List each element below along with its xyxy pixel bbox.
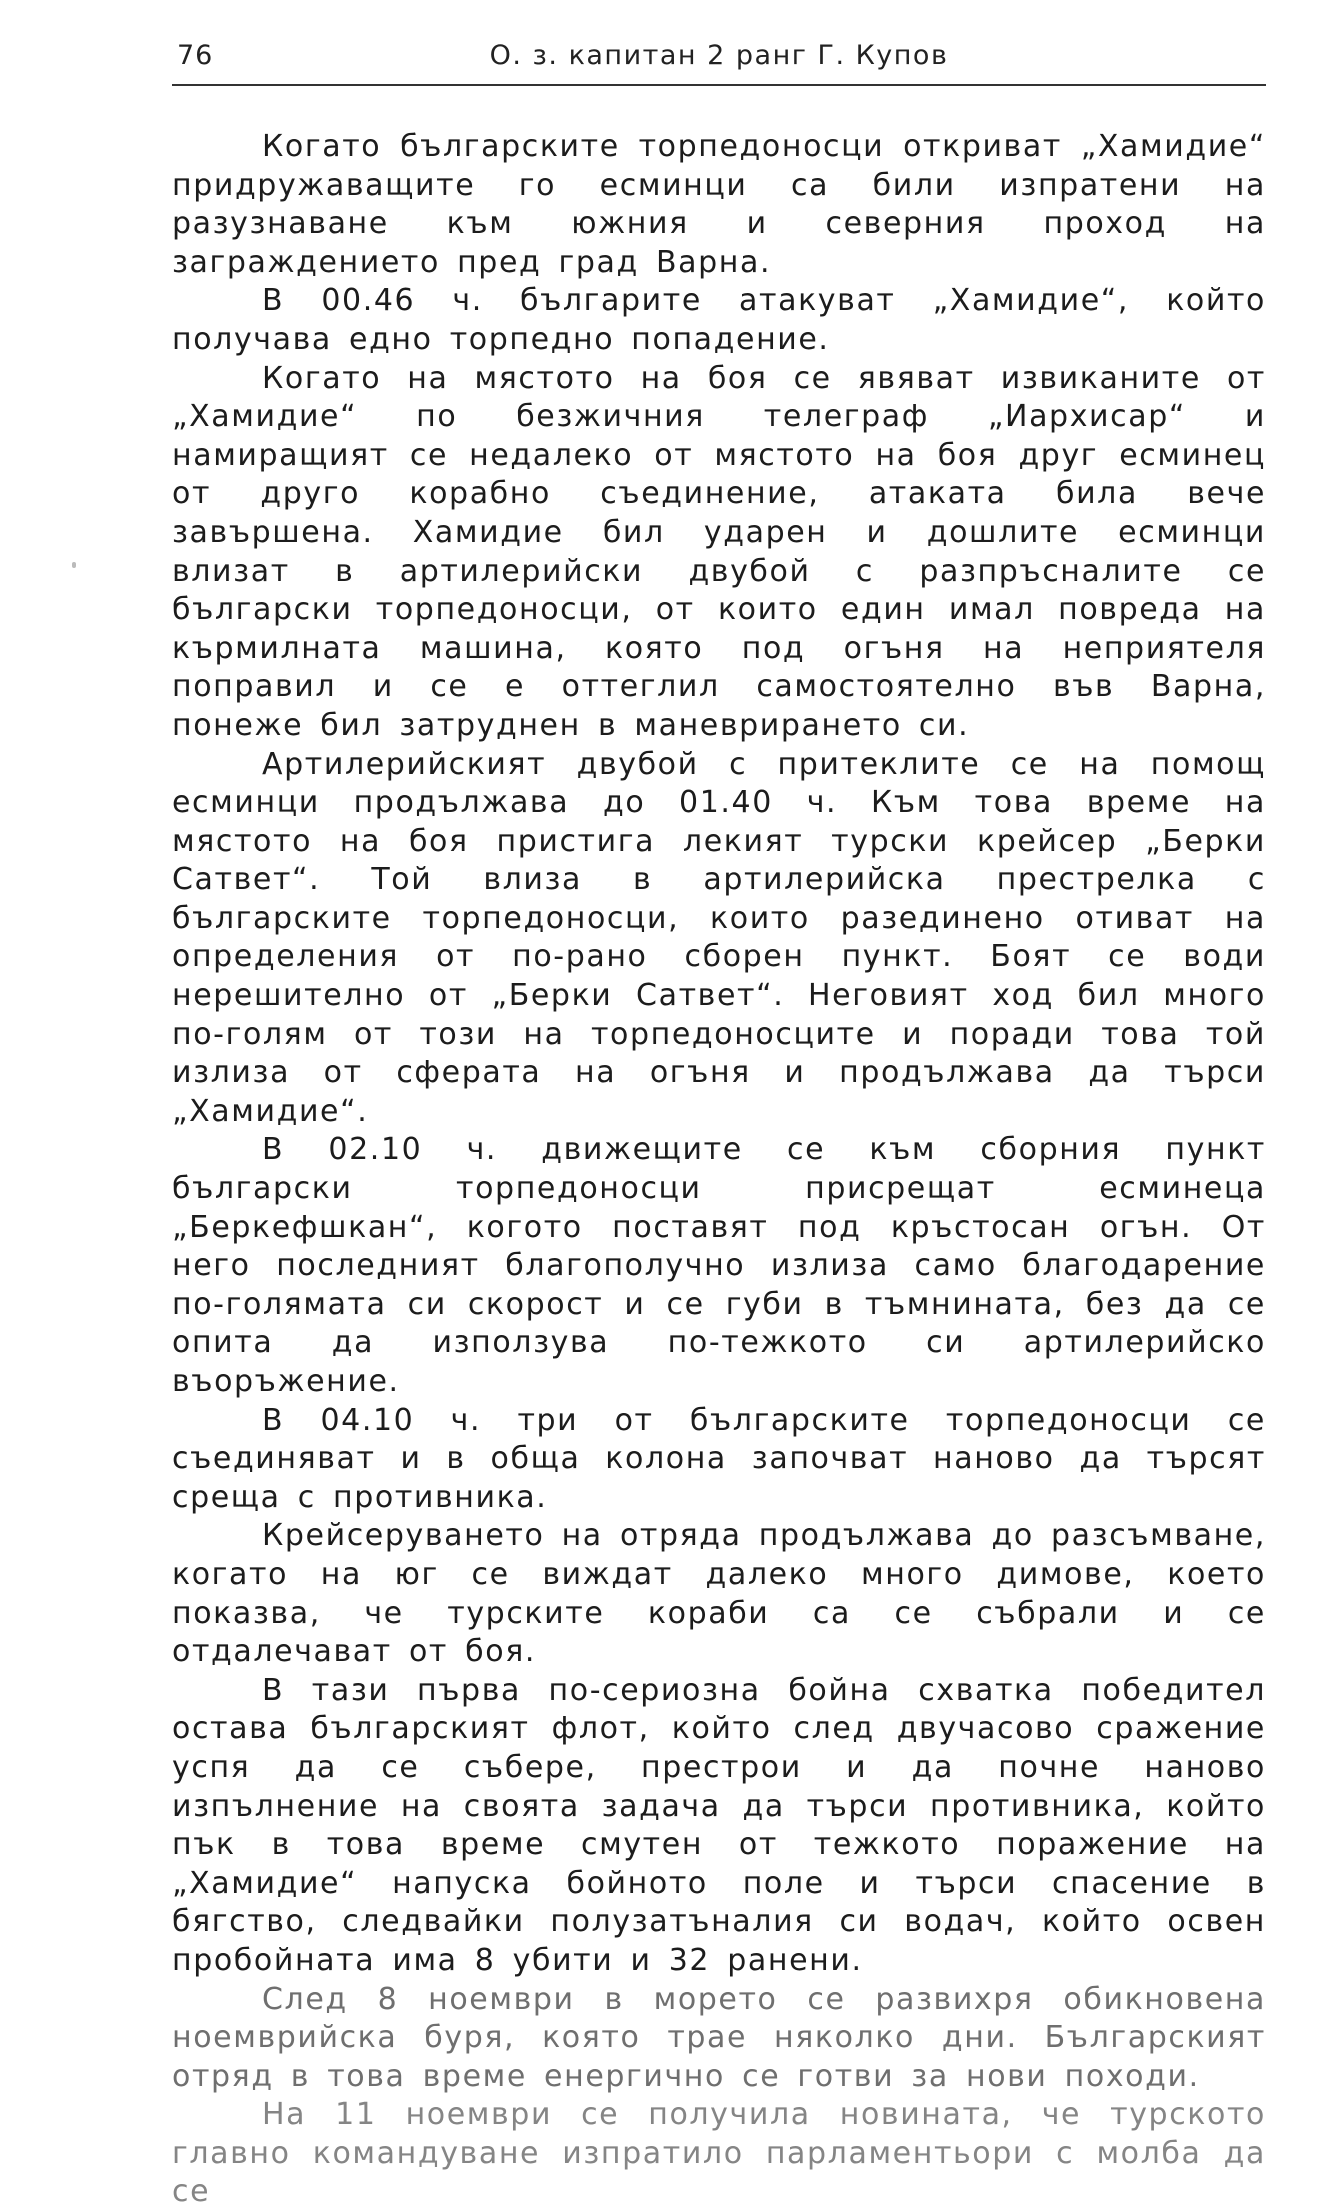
paragraph: В 02.10 ч. движещите се към сборния пункт български торпедоносци присрещат есминеца „Беркефшкан“, когото поставят под кръстосан огън. От него последният благополучно излиза само благодарение по-голямата си скорост и се губи в тъмнината, без да се опита да използува по-тежкото си артилерийско въоръжение. <box>172 1132 1266 1399</box>
running-head <box>172 36 1266 76</box>
paragraph: Артилерийският двубой с притеклите се на помощ есминци продължава до 01.40 ч. Към това време на мястото на боя пристига лекият турски крейсер „Берки Сатвет“. Той влиза в артилерийска престрелка с българските торпедоносци, които разединено отиват на определения от по-рано сборен пункт. Боят се води нерешително от „Берки Сатвет“. Неговият ход бил много по-голям от този на торпедоносците и поради това той излиза от сферата на огъня и продължава да търси „Хамидие“. <box>172 746 1266 1129</box>
page-number: 76 <box>177 40 214 71</box>
margin-speck <box>72 562 76 568</box>
paragraph: Когато българските торпедоносци откриват „Хамидие“ придружаващите го есминци са били изпратени на разузнаване към южния и северния проход на заграждението пред град Варна. <box>172 129 1266 280</box>
paragraph: На 11 ноември се получила новината, че турското главно командуване изпратило парламентьори с молба да се <box>172 2097 1266 2210</box>
paragraph: Когато на мястото на боя се явяват извиканите от „Хамидие“ по безжичния телеграф „Иархисар“ и намиращият се недалеко от мястото на боя друг есминец от друго корабно съединение, атаката била вече завършена. Хамидие бил ударен и дошлите есминци влизат в артилерийски двубой с разпръсналите се български торпедоносци, от които един имал повреда на кърмилната машина, която под огъня на неприятеля поправил и се е оттеглил самостоятелно във Варна, понеже бил затруднен в маневрирането си. <box>172 360 1266 743</box>
paragraph: В 00.46 ч. българите атакуват „Хамидие“, който получава едно торпедно попадение. <box>172 283 1266 357</box>
paragraph: В тази първа по-сериозна бойна схватка победител остава българският флот, който след двучасово сражение успя да се събере, престрои и да почне наново изпълнение на своята задача да търси противника, който пък в това време смутен от тежкото поражение на „Хамидие“ напуска бойното поле и търси спасение в бягство, следвайки полузатъналия си водач, който освен пробойната има 8 убити и 32 ранени. <box>172 1672 1266 1978</box>
paragraph: В 04.10 ч. три от българските торпедоносци се съединяват и в обща колона започват наново да търсят среща с противника. <box>172 1402 1266 1515</box>
body-text <box>172 128 1266 2212</box>
header-rule <box>172 84 1266 86</box>
running-title: О. з. капитан 2 ранг Г. Купов <box>489 40 949 71</box>
paragraph: След 8 ноември в морето се развихря обикновена ноемврийска буря, която трае няколко дни. Българският отряд в това време енергично се готви за нови походи. <box>172 1981 1266 2094</box>
paragraph: Крейсеруването на отряда продължава до разсъмване, когато на юг се виждат далеко много димове, което показва, че турските кораби са се събрали и се отдалечават от боя. <box>172 1518 1266 1670</box>
